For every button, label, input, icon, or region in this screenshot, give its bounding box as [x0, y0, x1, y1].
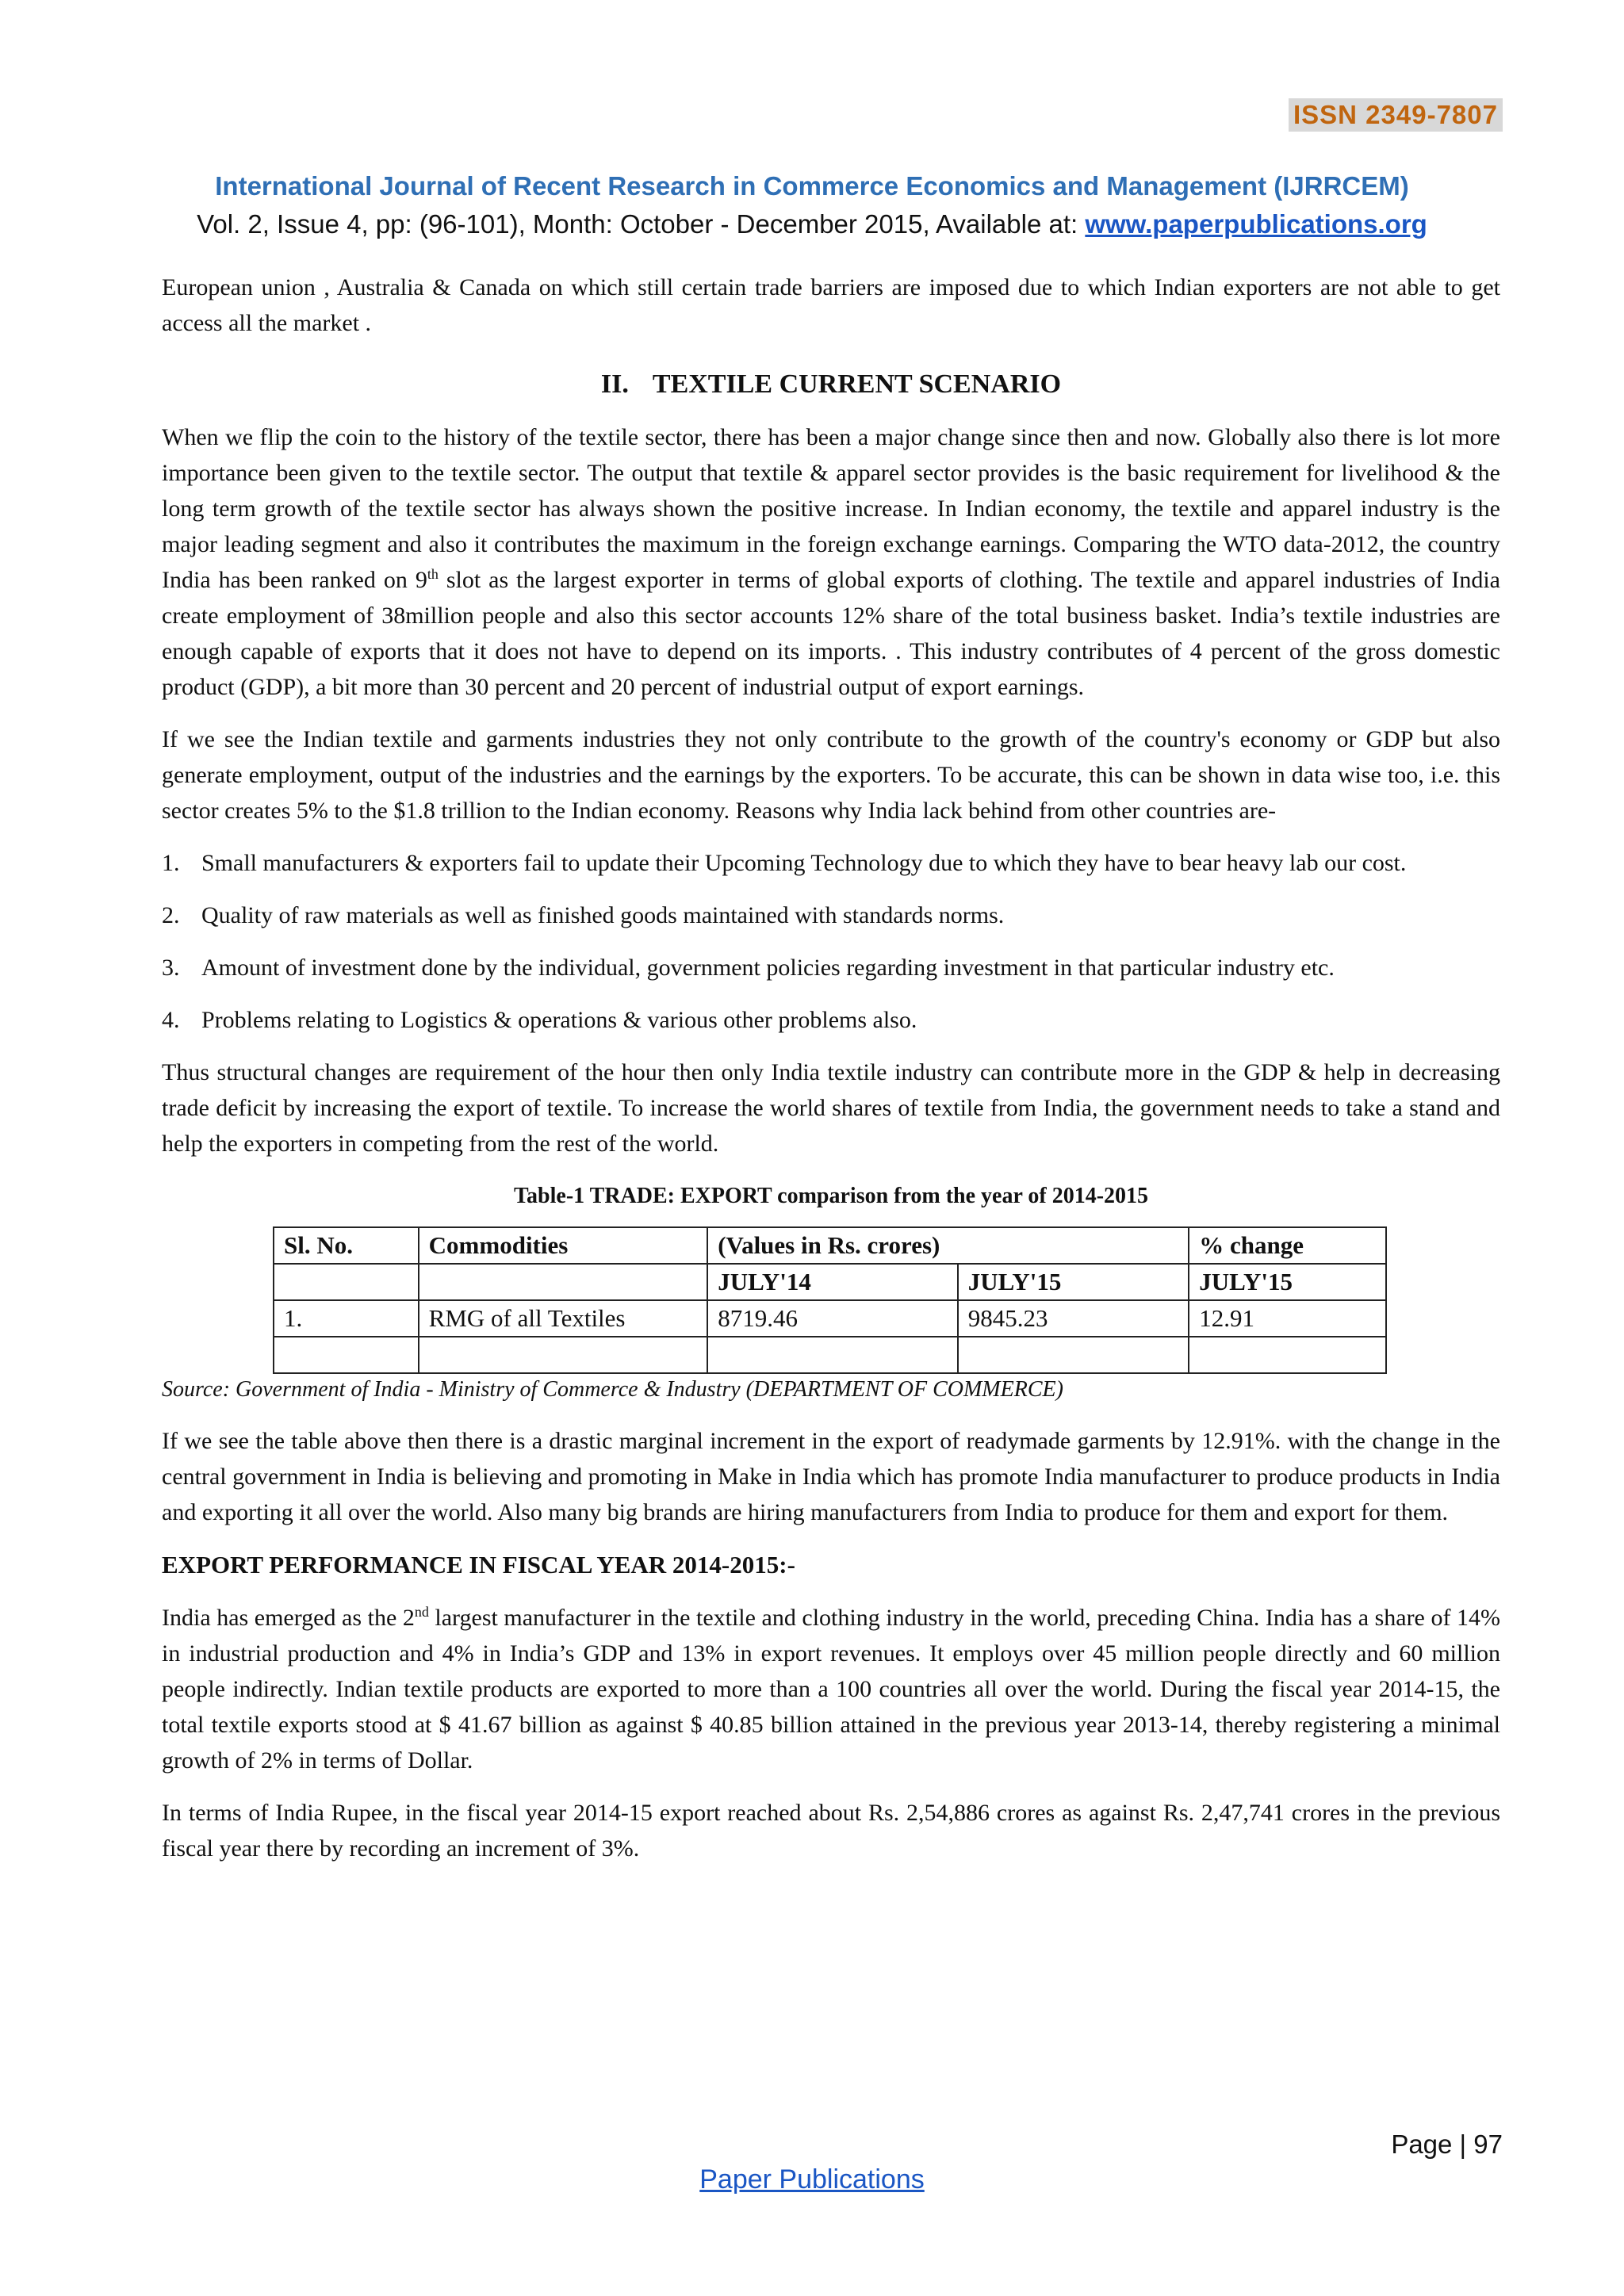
subheading-export-performance: EXPORT PERFORMANCE IN FISCAL YEAR 2014-2015:-	[162, 1551, 795, 1578]
article-body	[162, 270, 1500, 1883]
table-header-cell: JULY'14	[707, 1264, 958, 1300]
table-header-cell: % change	[1189, 1227, 1386, 1264]
export-comparison-table	[273, 1226, 1387, 1374]
table-subheader-row	[274, 1264, 1386, 1300]
journal-website-link[interactable]: www.paperpublications.org	[1085, 209, 1427, 239]
table-cell: 12.91	[1189, 1300, 1386, 1337]
paragraph-text: largest manufacturer in the textile and clothing industry in the world, preceding China. India has a share of 14% in industrial production and 4% in India’s GDP and 13% in export revenues. It employs over 45 million people directly and 60 million people indirectly. Indian textile products are exported to more than a 100 countries all over the world. During the fiscal year 2014-15, the total textile exports stood at $ 41.67 billion as against $ 40.85 billion attained in the previous year 2013-14, thereby registering a minimal growth of 2% in terms of Dollar.	[162, 1605, 1500, 1774]
journal-meta	[0, 209, 1624, 239]
journal-title: International Journal of Recent Research in Commerce Economics and Management (IJRRCEM)	[215, 171, 1409, 201]
list-item-number: 1.	[162, 850, 180, 876]
table-header-cell: Commodities	[419, 1227, 708, 1264]
list-item-number: 4.	[162, 1007, 180, 1033]
list-item	[162, 1002, 1500, 1038]
superscript: th	[427, 566, 439, 582]
list-item-text: Quality of raw materials as well as finished goods maintained with standards norms.	[201, 902, 1005, 928]
journal-meta-text: Vol. 2, Issue 4, pp: (96-101), Month: October - December 2015, Available at:	[197, 209, 1086, 239]
table-cell: RMG of all Textiles	[419, 1300, 708, 1337]
section-number: II.	[600, 369, 629, 399]
table-header-cell	[419, 1264, 708, 1300]
table-cell	[419, 1337, 708, 1373]
list-item	[162, 897, 1500, 933]
list-item-text: Small manufacturers & exporters fail to update their Upcoming Technology due to which they have to bear heavy lab our cost.	[201, 850, 1407, 876]
table-header-cell	[274, 1264, 419, 1300]
table-cell	[958, 1337, 1189, 1373]
table-source: Source: Government of India - Ministry of Commerce & Industry (DEPARTMENT OF COMMERCE)	[162, 1377, 1063, 1402]
intro-paragraph: European union , Australia & Canada on which still certain trade barriers are imposed due to which Indian exporters are not able to get access all the market .	[162, 274, 1500, 336]
table-header-cell: JULY'15	[958, 1264, 1189, 1300]
table-cell	[274, 1337, 419, 1373]
reasons-list	[162, 845, 1500, 1038]
table-row	[274, 1300, 1386, 1337]
issn-label: ISSN 2349-7807	[1289, 98, 1503, 132]
list-item-text: Amount of investment done by the individual, government policies regarding investment in that particular industry etc.	[201, 955, 1335, 981]
table-cell: 8719.46	[707, 1300, 958, 1337]
page-number: Page | 97	[1391, 2130, 1503, 2159]
paragraph-textile-history	[162, 419, 1500, 705]
paragraph-text: slot as the largest exporter in terms of global exports of clothing. The textile and apparel industries of India create employment of 38million people and also this sector accounts 12% share of the total business basket. India’s textile industries are enough capable of exports that it does not have to depend on its imports. . This industry contributes of 4 percent of the gross domestic product (GDP), a bit more than 30 percent and 20 percent of industrial output of export earnings.	[162, 567, 1500, 700]
table-header-cell: (Values in Rs. crores)	[707, 1227, 1189, 1264]
paragraph-text: India has emerged as the 2	[162, 1605, 415, 1631]
paragraph-export-performance	[162, 1600, 1500, 1778]
paragraph-structural-changes: Thus structural changes are requirement of the hour then only India textile industry can contribute more in the GDP & help in decreasing trade deficit by increasing the export of textile. To increase the world shares of textile from India, the government needs to take a stand and help the exporters in competing from the rest of the world.	[162, 1059, 1500, 1157]
paragraph-rupee-terms: In terms of India Rupee, in the fiscal year 2014-15 export reached about Rs. 2,54,886 crores as against Rs. 2,47,741 crores in the previous fiscal year there by recording an increment of 3%.	[162, 1800, 1500, 1862]
table-header-row	[274, 1227, 1386, 1264]
section-title: TEXTILE CURRENT SCENARIO	[652, 369, 1062, 399]
table-cell	[707, 1337, 958, 1373]
table-caption: Table-1 TRADE: EXPORT comparison from the year of 2014-2015	[513, 1184, 1149, 1208]
table-header-cell: JULY'15	[1189, 1264, 1386, 1300]
table-cell: 9845.23	[958, 1300, 1189, 1337]
paragraph-text: When we flip the coin to the history of the textile sector, there has been a major change since then and now. Globally also there is lot more importance been given to the textile sector. The output that textile & apparel sector provides is the basic requirement for livelihood & the long term growth of the textile sector has always shown the positive increase. In Indian economy, the textile and apparel industry is the major leading segment and also it contributes the maximum in the foreign exchange earnings. Comparing the WTO data-2012, the country India has been ranked on 9	[162, 424, 1500, 593]
list-item	[162, 845, 1500, 881]
superscript: nd	[414, 1604, 429, 1620]
paragraph-table-analysis: If we see the table above then there is a drastic marginal increment in the export of readymade garments by 12.91%. with the change in the central government in India is believing and promoting in Make in India which has promote India manufacturer to produce products in India and exporting it all over the world. Also many big brands are hiring manufacturers from India to produce for them and export for them.	[162, 1428, 1500, 1525]
paragraph-industries: If we see the Indian textile and garments industries they not only contribute to the growth of the country's economy or GDP but also generate employment, output of the industries and the earnings by the exporters. To be accurate, this can be shown in data wise too, i.e. this sector creates 5% to the $1.8 trillion to the Indian economy. Reasons why India lack behind from other countries are-	[162, 726, 1500, 824]
table-row-empty	[274, 1337, 1386, 1373]
list-item	[162, 950, 1500, 985]
list-item-number: 3.	[162, 955, 180, 981]
section-heading	[162, 366, 1500, 402]
table-cell: 1.	[274, 1300, 419, 1337]
table-header-cell: Sl. No.	[274, 1227, 419, 1264]
publisher-footer-link[interactable]: Paper Publications	[699, 2164, 925, 2195]
list-item-number: 2.	[162, 902, 180, 928]
table-cell	[1189, 1337, 1386, 1373]
list-item-text: Problems relating to Logistics & operations & various other problems also.	[201, 1007, 917, 1033]
